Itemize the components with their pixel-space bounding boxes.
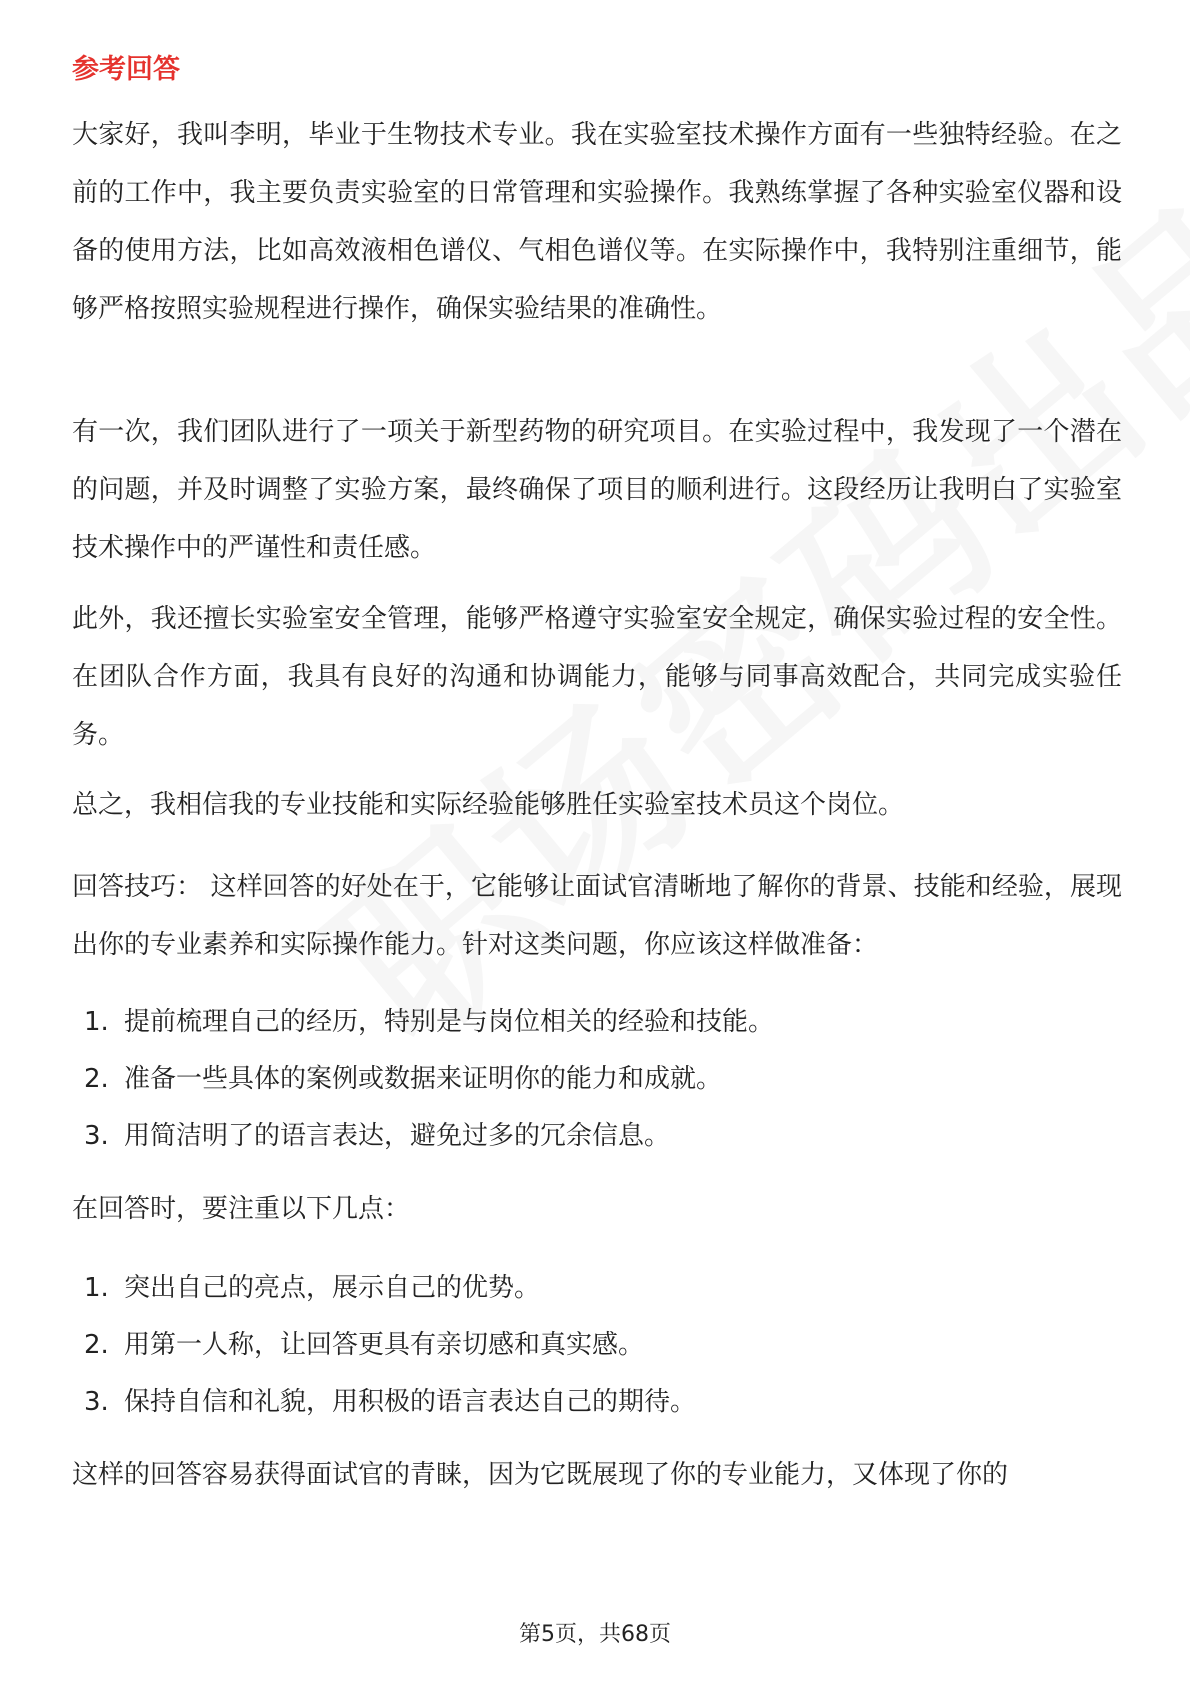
paragraph-closing: 这样的回答容易获得面试官的青睐，因为它既展现了你的专业能力，又体现了你的 [72, 1460, 1009, 1490]
list-item: 2. 用第一人称，让回答更具有亲切感和真实感。 [84, 1330, 645, 1360]
paragraph-tips: 回答技巧： 这样回答的好处在于，它能够让面试官清晰地了解你的背景、技能和经验，展现出你的专业素养和实际操作能力。针对这类问题，你应该这样做准备： [72, 872, 1122, 960]
tips-list [84, 994, 774, 1165]
page-number-footer: 第5页，共68页 [519, 1622, 671, 1647]
points-list [84, 1260, 696, 1431]
paragraph-summary: 总之，我相信我的专业技能和实际经验能够胜任实验室技术员这个岗位。 [72, 790, 905, 820]
list-item: 2. 准备一些具体的案例或数据来证明你的能力和成就。 [84, 1064, 723, 1094]
list-item: 3. 用简洁明了的语言表达，避免过多的冗余信息。 [84, 1121, 671, 1151]
section-heading: 参考回答 [72, 54, 180, 85]
list-item: 3. 保持自信和礼貌，用积极的语言表达自己的期待。 [84, 1387, 697, 1417]
paragraph-experience: 有一次，我们团队进行了一项关于新型药物的研究项目。在实验过程中，我发现了一个潜在的问题，并及时调整了实验方案，最终确保了项目的顺利进行。这段经历让我明白了实验室技术操作中的严谨性和责任感。 [72, 417, 1122, 563]
list-item: 1. 突出自己的亮点，展示自己的优势。 [84, 1273, 541, 1303]
paragraph-safety: 此外，我还擅长实验室安全管理，能够严格遵守实验室安全规定，确保实验过程的安全性。在团队合作方面，我具有良好的沟通和协调能力，能够与同事高效配合，共同完成实验任务。 [72, 604, 1122, 750]
paragraph-points: 在回答时，要注重以下几点： [72, 1194, 411, 1224]
paragraph-intro: 大家好，我叫李明，毕业于生物技术专业。我在实验室技术操作方面有一些独特经验。在之前的工作中，我主要负责实验室的日常管理和实验操作。我熟练掌握了各种实验室仪器和设备的使用方法，比如高效液相色谱仪、气相色谱仪等。在实际操作中，我特别注重细节，能够严格按照实验规程进行操作，确保实验结果的准确性。 [72, 120, 1122, 324]
list-item: 1. 提前梳理自己的经历，特别是与岗位相关的经验和技能。 [84, 1007, 775, 1037]
